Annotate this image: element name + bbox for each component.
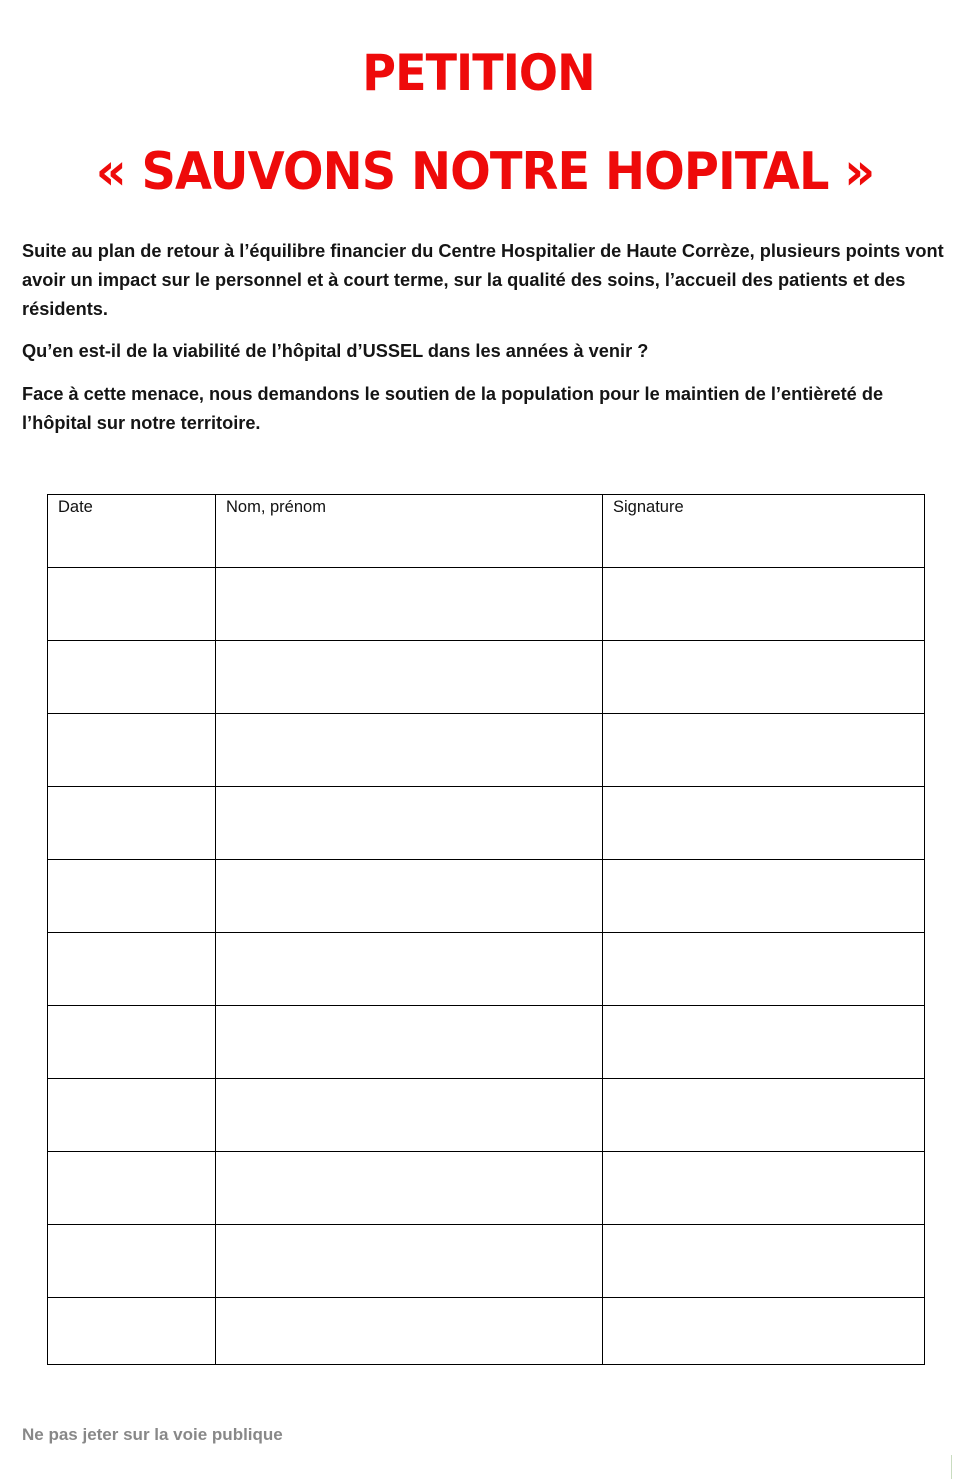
signature-table <box>47 494 925 1365</box>
signature-cell[interactable] <box>603 1298 925 1365</box>
petition-title: PETITION <box>362 44 595 102</box>
date-cell[interactable] <box>48 1006 216 1079</box>
name-cell[interactable] <box>216 568 603 641</box>
name-cell[interactable] <box>216 1079 603 1152</box>
date-cell[interactable] <box>48 787 216 860</box>
date-cell[interactable] <box>48 568 216 641</box>
date-cell[interactable] <box>48 1225 216 1298</box>
name-cell[interactable] <box>216 714 603 787</box>
table-row <box>48 1298 925 1365</box>
header-signature-label: Signature <box>613 498 684 516</box>
name-cell[interactable] <box>216 1152 603 1225</box>
table-row <box>48 714 925 787</box>
date-cell[interactable] <box>48 933 216 1006</box>
signature-cell[interactable] <box>603 787 925 860</box>
signature-cell[interactable] <box>603 1079 925 1152</box>
table-row <box>48 641 925 714</box>
request-paragraph: Face à cette menace, nous demandons le soutien de la population pour le maintien de l’entièreté de l’hôpital sur notre territoire. <box>22 384 884 433</box>
name-cell[interactable] <box>216 641 603 714</box>
table-header-row <box>48 495 925 568</box>
header-name <box>216 495 603 568</box>
name-cell[interactable] <box>216 1006 603 1079</box>
signature-cell[interactable] <box>603 1225 925 1298</box>
table-row <box>48 1079 925 1152</box>
question-paragraph: Qu’en est-il de la viabilité de l’hôpital d’USSEL dans les années à venir ? <box>22 341 649 361</box>
header-date-label: Date <box>58 498 93 516</box>
signature-cell[interactable] <box>603 714 925 787</box>
signature-cell[interactable] <box>603 568 925 641</box>
page-edge-mark <box>951 1455 957 1479</box>
footer-note: Ne pas jeter sur la voie publique <box>22 1425 283 1444</box>
petition-subtitle: « SAUVONS NOTRE HOPITAL » <box>95 142 875 202</box>
table-row <box>48 1006 925 1079</box>
header-name-label: Nom, prénom <box>226 498 326 516</box>
name-cell[interactable] <box>216 787 603 860</box>
table-row <box>48 568 925 641</box>
signature-cell[interactable] <box>603 933 925 1006</box>
date-cell[interactable] <box>48 714 216 787</box>
date-cell[interactable] <box>48 860 216 933</box>
table-row <box>48 933 925 1006</box>
name-cell[interactable] <box>216 1298 603 1365</box>
name-cell[interactable] <box>216 933 603 1006</box>
signature-cell[interactable] <box>603 860 925 933</box>
header-signature <box>603 495 925 568</box>
header-date <box>48 495 216 568</box>
table-row <box>48 1225 925 1298</box>
table-row <box>48 787 925 860</box>
signature-cell[interactable] <box>603 1152 925 1225</box>
name-cell[interactable] <box>216 1225 603 1298</box>
date-cell[interactable] <box>48 1079 216 1152</box>
date-cell[interactable] <box>48 1152 216 1225</box>
intro-paragraph: Suite au plan de retour à l’équilibre financier du Centre Hospitalier de Haute Corrèze, plusieurs points vont avoir un impact sur le personnel et à court terme, sur la qualité des soins, l’accueil des patients et des résidents. <box>22 241 944 319</box>
signature-cell[interactable] <box>603 641 925 714</box>
table-row <box>48 1152 925 1225</box>
name-cell[interactable] <box>216 860 603 933</box>
signature-cell[interactable] <box>603 1006 925 1079</box>
date-cell[interactable] <box>48 1298 216 1365</box>
date-cell[interactable] <box>48 641 216 714</box>
table-row <box>48 860 925 933</box>
